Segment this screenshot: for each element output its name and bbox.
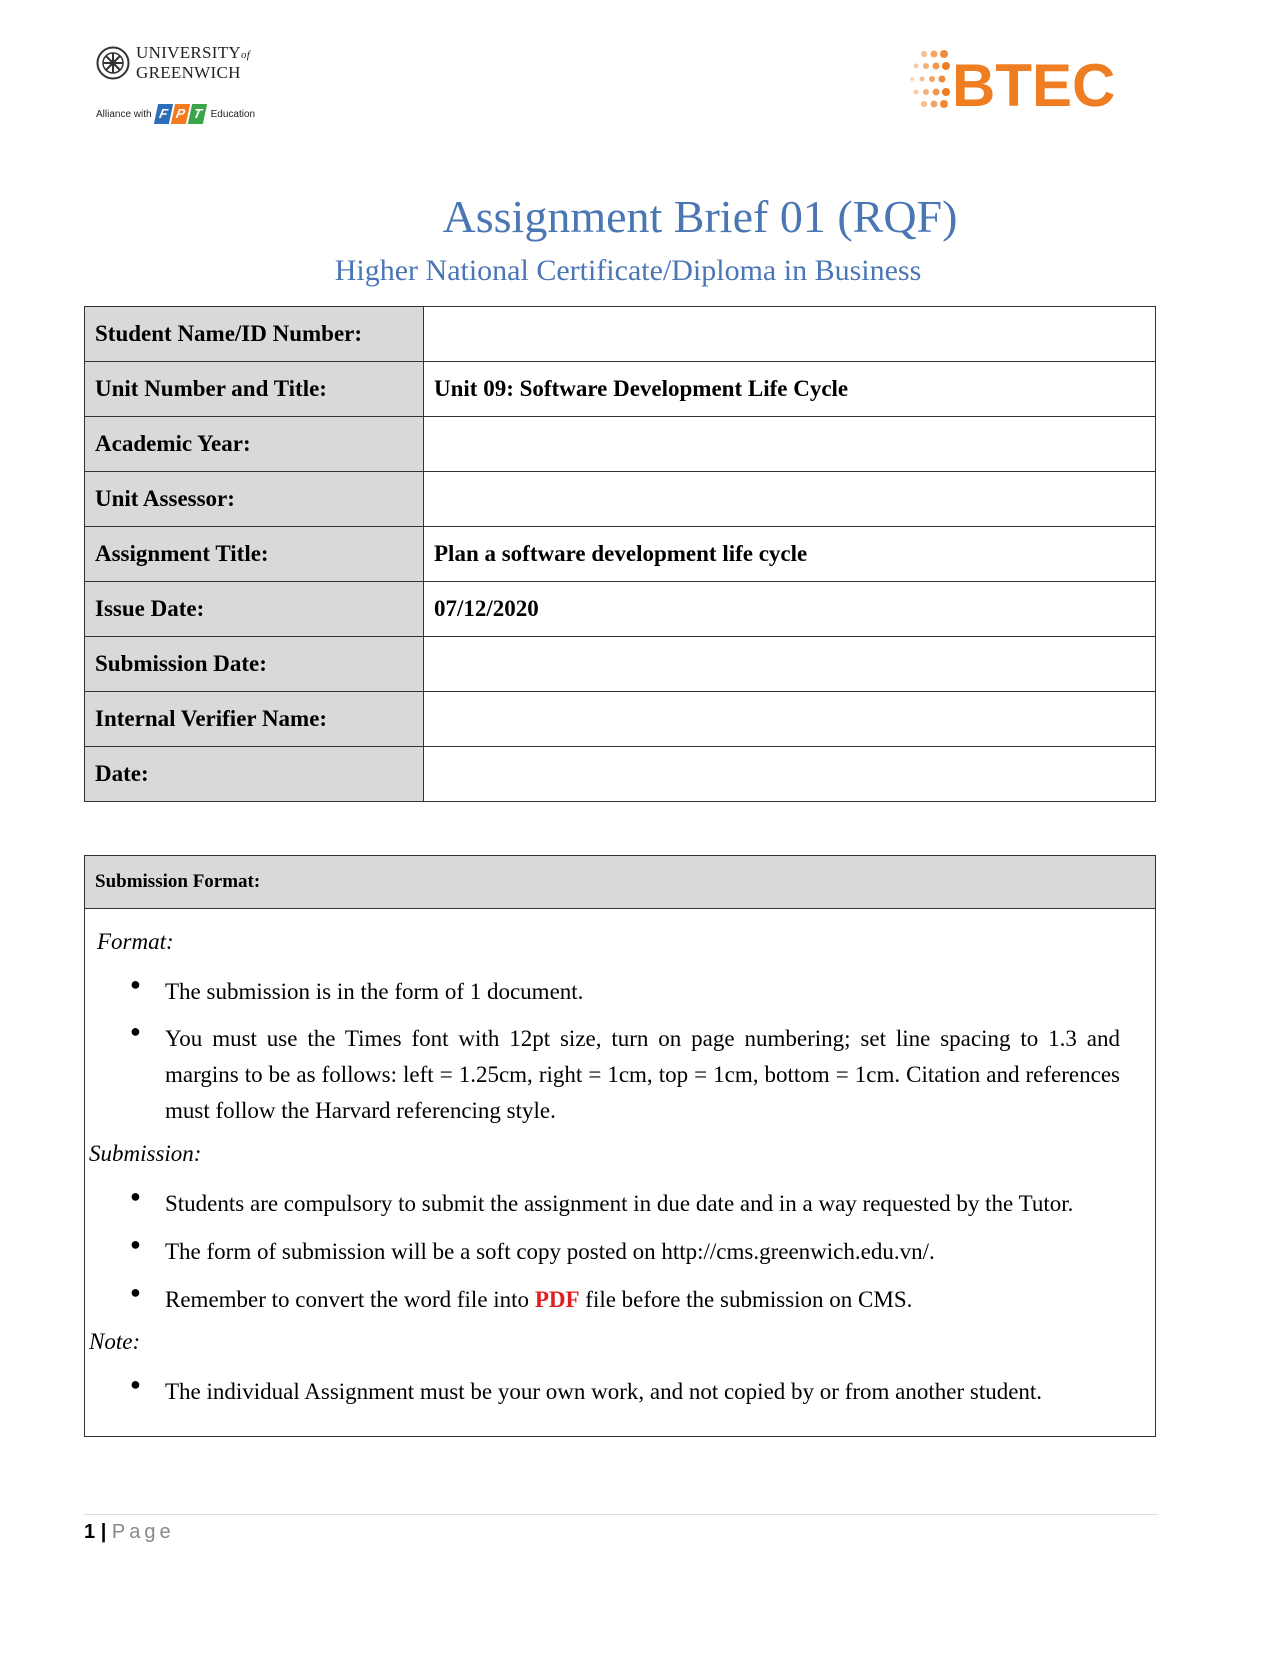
bullet-text: Students are compulsory to submit the assignment in due date and in a way requested by the Tutor. [165, 1191, 1074, 1216]
greenwich-seal-icon [96, 46, 130, 80]
row-label: Internal Verifier Name: [85, 692, 424, 747]
bullet-text: You must use the Times font with 12pt size, turn on page numbering; set line spacing to 1.3 and margins to be as follows: left = 1.25cm, right = 1cm, top = 1cm, bottom = 1cm. Citation and references must follow the Harvard referencing style. [165, 1026, 1120, 1123]
bullet-icon: ● [130, 1234, 141, 1254]
table-row [85, 747, 1156, 802]
greenwich-line2: GREENWICH [136, 63, 241, 82]
fpt-letter-p: P [170, 104, 189, 124]
submission-format-header: Submission Format: [85, 856, 1155, 909]
row-label: Submission Date: [85, 637, 424, 692]
page-subtitle: Higher National Certificate/Diploma in Business [334, 254, 922, 287]
submission-format-box [84, 855, 1156, 1437]
format-label: Format: [97, 929, 174, 954]
row-value [424, 417, 1156, 472]
row-label: Academic Year: [85, 417, 424, 472]
row-value [424, 747, 1156, 802]
alliance-prefix: Alliance with [96, 108, 152, 120]
btec-logo [904, 44, 1160, 124]
footer-separator: | [100, 1521, 107, 1543]
table-row [85, 582, 1156, 637]
page-footer [84, 1521, 175, 1544]
bullet-icon: ● [130, 974, 141, 994]
university-of-greenwich-logo [96, 44, 276, 130]
row-label: Assignment Title: [85, 527, 424, 582]
row-label: Unit Number and Title: [85, 362, 424, 417]
btec-logo-text: BTEC [952, 52, 1116, 119]
bullet-text: The individual Assignment must be your own work, and not copied by or from another student. [165, 1379, 1043, 1404]
bullet-text: The submission is in the form of 1 document. [165, 979, 584, 1004]
row-value: Unit 09: Software Development Life Cycle [424, 362, 1156, 417]
row-value [424, 637, 1156, 692]
pdf-bullet-after: file before the submission on CMS. [585, 1287, 913, 1312]
table-row [85, 527, 1156, 582]
table-row [85, 362, 1156, 417]
row-label: Issue Date: [85, 582, 424, 637]
bullet-icon: ● [130, 1374, 141, 1394]
row-value: 07/12/2020 [424, 582, 1156, 637]
pdf-bullet-before: Remember to convert the word file into [165, 1287, 530, 1312]
fpt-letter-f: F [153, 104, 172, 124]
footer-divider [84, 1514, 1158, 1515]
fpt-letter-t: T [187, 104, 206, 124]
greenwich-of: of [241, 49, 251, 61]
row-label: Unit Assessor: [85, 472, 424, 527]
note-label: Note: [89, 1329, 141, 1354]
row-label: Date: [85, 747, 424, 802]
table-row [85, 307, 1156, 362]
row-value: Plan a software development life cycle [424, 527, 1156, 582]
row-value [424, 307, 1156, 362]
bullet-text [165, 1282, 1143, 1318]
table-row [85, 692, 1156, 747]
bullet-icon: ● [130, 1021, 141, 1041]
page-number: 1 [84, 1521, 96, 1543]
alliance-suffix: Education [210, 108, 256, 120]
bullet-icon: ● [130, 1282, 141, 1302]
pdf-highlight: PDF [534, 1287, 580, 1312]
row-label: Student Name/ID Number: [85, 307, 424, 362]
fpt-logo [156, 104, 207, 124]
bullet-text: The form of submission will be a soft copy posted on http://cms.greenwich.edu.vn/. [165, 1239, 935, 1264]
table-row [85, 417, 1156, 472]
bullet-icon: ● [130, 1186, 141, 1206]
page-word: Page [111, 1521, 175, 1543]
fpt-alliance [96, 104, 255, 124]
table-row [85, 637, 1156, 692]
submission-label: Submission: [89, 1141, 202, 1166]
table-row [85, 472, 1156, 527]
greenwich-line1: UNIVERSITY [136, 43, 241, 62]
page-title: Assignment Brief 01 (RQF) [442, 191, 958, 242]
assignment-info-table [84, 306, 1156, 802]
row-value [424, 472, 1156, 527]
row-value [424, 692, 1156, 747]
